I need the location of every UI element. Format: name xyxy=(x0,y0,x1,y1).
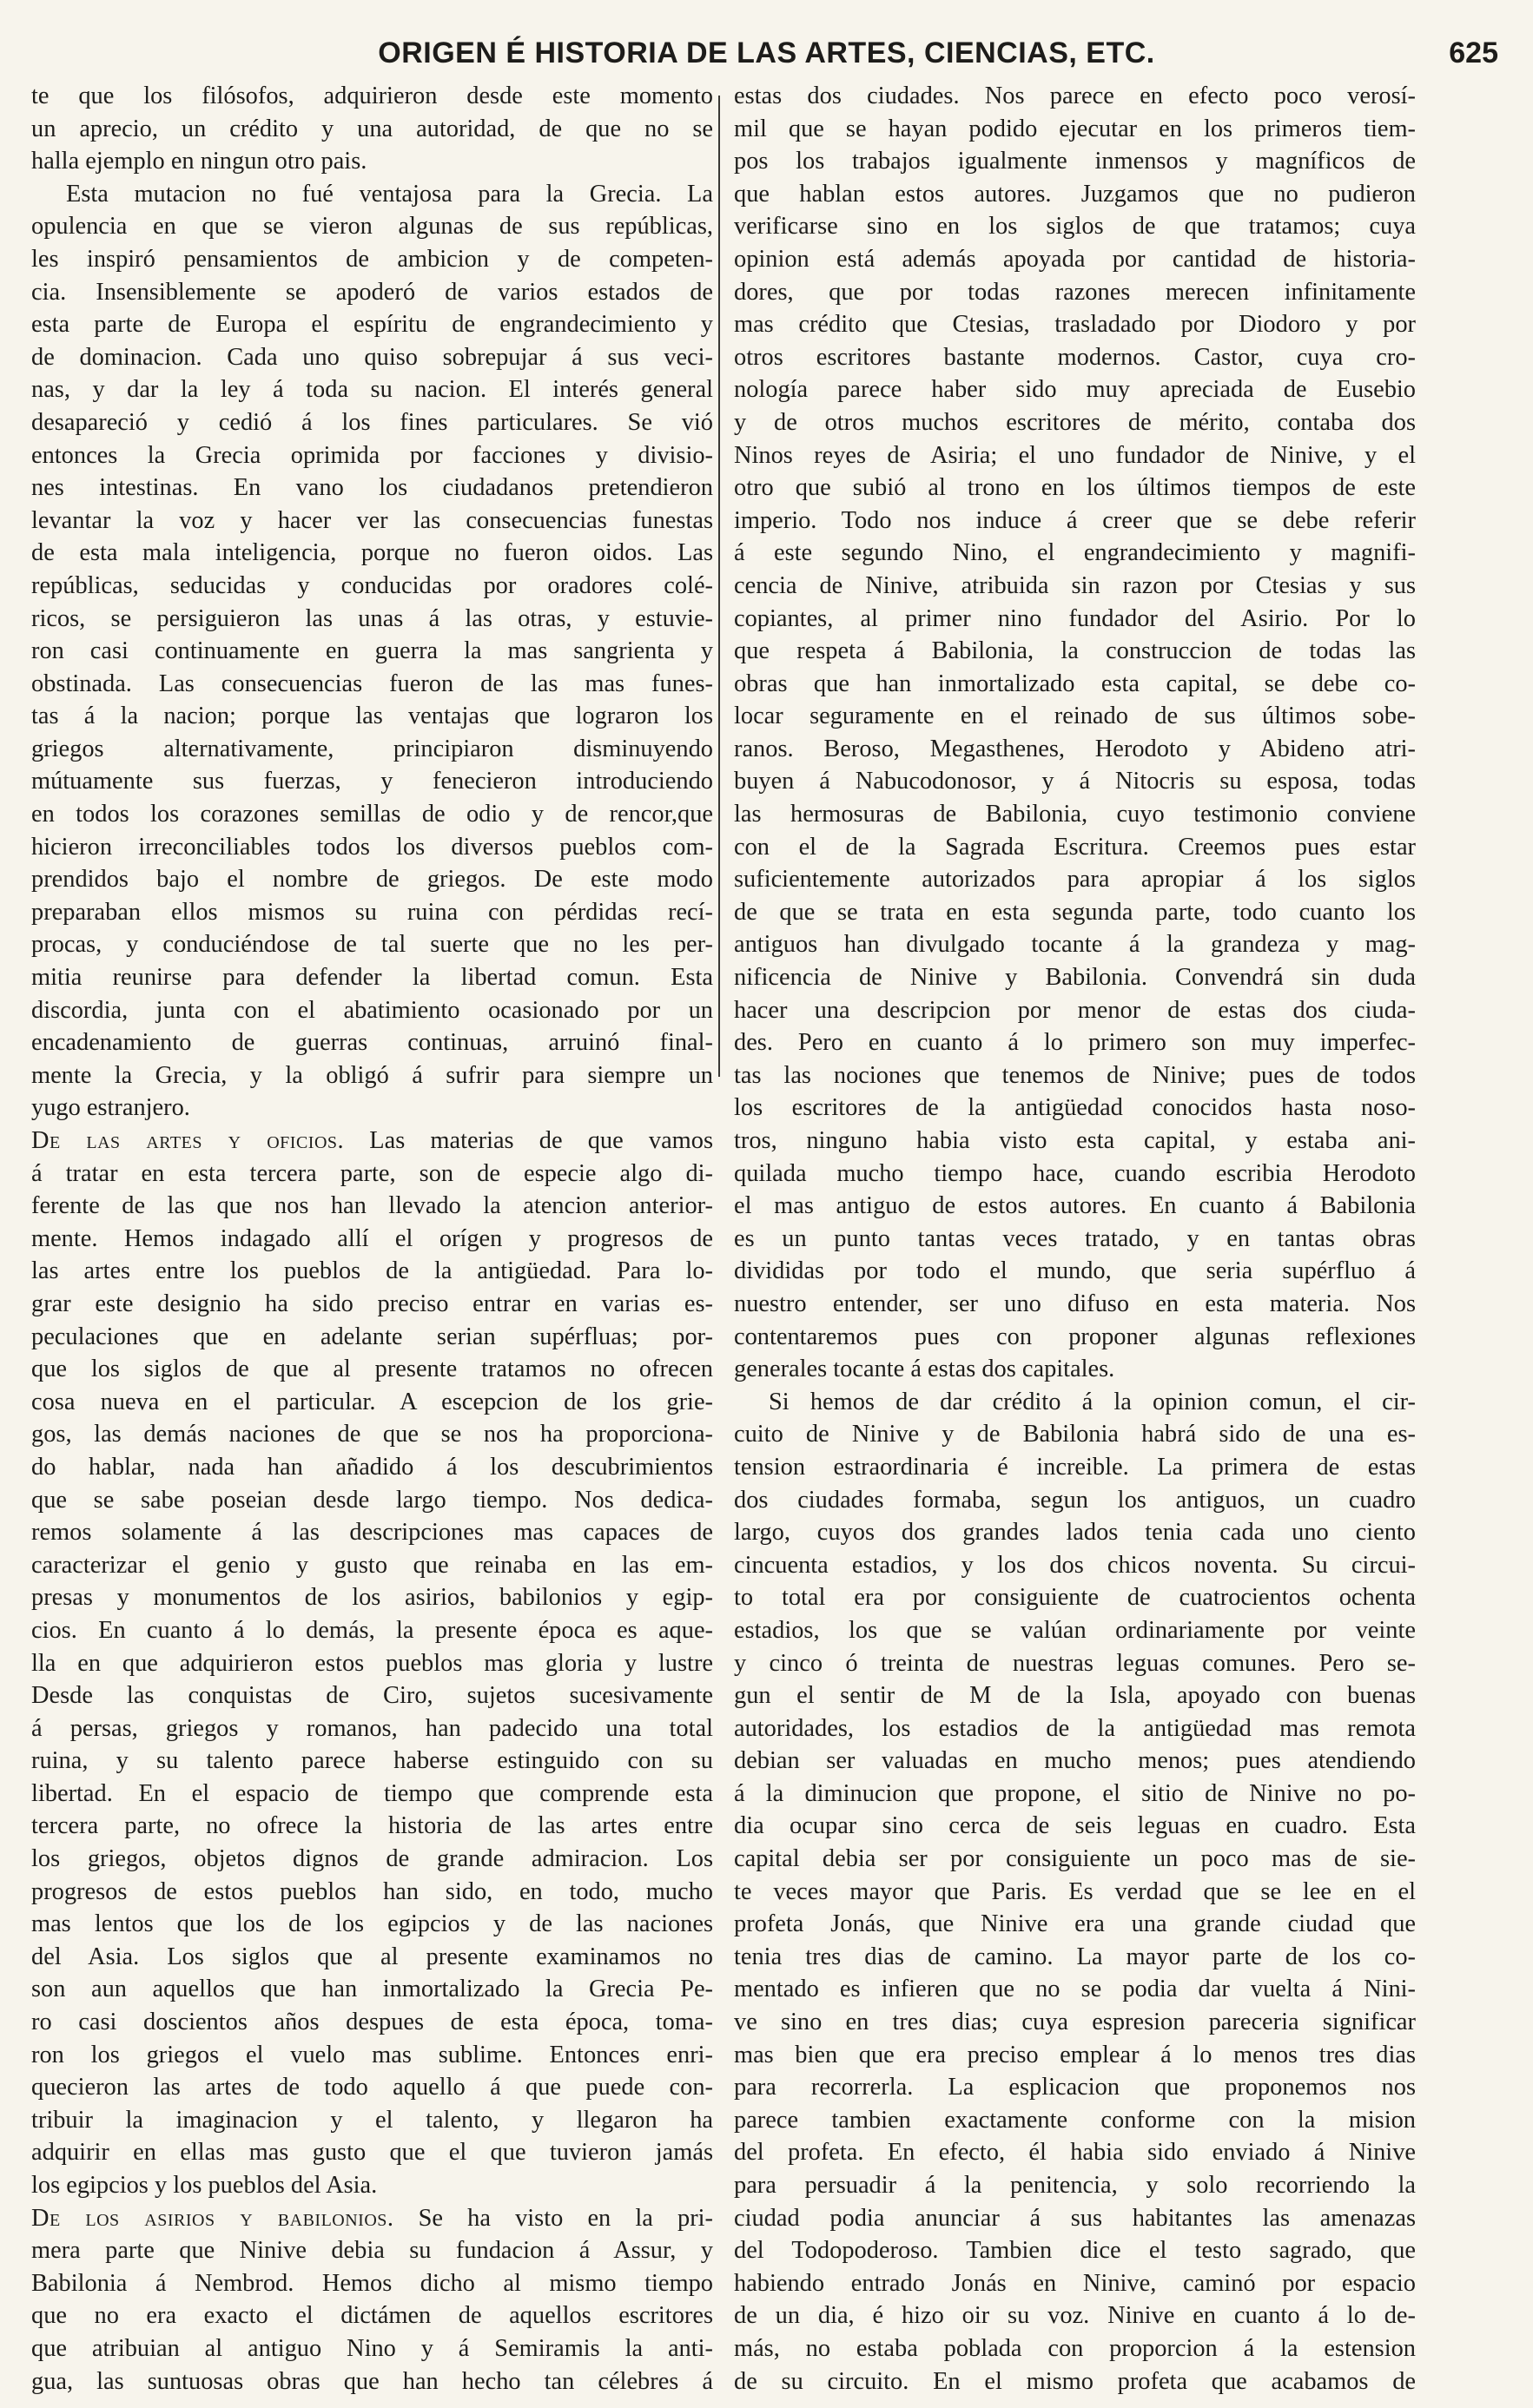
text-line: Babilonia á Nembrod. Hemos dicho al mismo tiempo xyxy=(31,2269,713,2297)
text-line: y de otros muchos escritores de mérito, contaba dos xyxy=(734,408,1416,436)
text-line: tension estraordinaria é increible. La primera de estas xyxy=(734,1453,1416,1481)
text-line: obras que han inmortalizado esta capital, se debe co- xyxy=(734,670,1416,697)
text-line: mil que se hayan podido ejecutar en los primeros tiem- xyxy=(734,115,1416,142)
text-line: cencia de Ninive, atribuida sin razon por Ctesias y sus xyxy=(734,571,1416,599)
text-line: de que se trata en esta segunda parte, todo cuanto los xyxy=(734,898,1416,926)
text-line: desapareció y cedió á los fines particulares. Se vió xyxy=(31,408,713,436)
text-line: mente la Grecia, y la obligó á sufrir para siempre un xyxy=(31,1061,713,1089)
text-line: los egipcios y los pueblos del Asia. xyxy=(31,2172,378,2199)
text-line: cios. En cuanto á lo demás, la presente época es aque- xyxy=(31,1616,713,1644)
text-line: halla ejemplo en ningun otro pais. xyxy=(31,148,367,175)
text-line: Esta mutacion no fué ventajosa para la Grecia. La xyxy=(66,180,713,208)
text-line: tas las nociones que tenemos de Ninive; pues de todos xyxy=(734,1061,1416,1089)
text-line: cosa nueva en el particular. A escepcion de los grie- xyxy=(31,1388,713,1415)
running-head xyxy=(35,36,1498,83)
text-line: quecieron las artes de todo aquello á que puede con- xyxy=(31,2074,713,2101)
text-line: pos los trabajos igualmente inmensos y magníficos de xyxy=(734,148,1416,175)
text-line: locar seguramente en el reinado de sus últimos sobe- xyxy=(734,703,1416,730)
right-column xyxy=(734,80,1416,2398)
text-line: entonces la Grecia oprimida por facciones y divisio- xyxy=(31,441,713,469)
text-line: contentaremos pues con proponer algunas reflexiones xyxy=(734,1323,1416,1350)
text-line: que los siglos de que al presente tratamos no ofrecen xyxy=(31,1356,713,1383)
text-line: griegos alternativamente, principiaron disminuyendo xyxy=(31,735,713,762)
text-line: mente. Hemos indagado allí el orígen y progresos de xyxy=(31,1224,713,1252)
text-line: de dominacion. Cada uno quiso sobrepujar á sus veci- xyxy=(31,343,713,371)
text-line: de un dia, é hizo oir su voz. Ninive en cuanto á lo de- xyxy=(734,2302,1416,2330)
text-line: verificarse sino en los siglos de que tratamos; cuya xyxy=(734,213,1416,241)
text-line: habiendo entrado Jonás en Ninive, caminó por espacio xyxy=(734,2269,1416,2297)
text-line: to total era por consiguiente de cuatrocientos ochenta xyxy=(734,1584,1416,1612)
text-line: que atribuian al antiguo Nino y á Semiramis la anti- xyxy=(31,2334,713,2362)
text-line: del Asia. Los siglos que al presente examinamos no xyxy=(31,1943,713,1970)
text-line: opulencia en que se vieron algunas de sus repúblicas, xyxy=(31,213,713,241)
text-line: esta parte de Europa el espíritu de engrandecimiento y xyxy=(31,311,713,339)
text-line: del profeta. En efecto, él habia sido enviado á Ninive xyxy=(734,2139,1416,2167)
text-line: mera parte que Ninive debia su fundacion á Assur, y xyxy=(31,2237,713,2265)
text-line: do hablar, nada han añadido á los descubrimientos xyxy=(31,1453,713,1481)
text-line: progresos de estos pueblos han sido, en todo, mucho xyxy=(31,1877,713,1905)
text-line: procas, y conduciéndose de tal suerte que no les per- xyxy=(31,931,713,959)
text-line: más, no estaba poblada con proporcion á la estension xyxy=(734,2334,1416,2362)
text-line: ve sino en tres dias; cuya espresion pareceria significar xyxy=(734,2009,1416,2036)
text-line: en todos los corazones semillas de odio y de rencor,que xyxy=(31,801,713,828)
text-line: cuito de Ninive y de Babilonia habrá sido de una es- xyxy=(734,1421,1416,1448)
text-line: nificencia de Ninive y Babilonia. Convendrá sin duda xyxy=(734,964,1416,992)
text-line: mútuamente sus fuerzas, y fenecieron introduciendo xyxy=(31,768,713,795)
text-line: capital debia ser por consiguiente un poco mas de sie- xyxy=(734,1845,1416,1873)
section-heading: De los asirios y babilonios. xyxy=(31,2204,394,2232)
text-line: repúblicas, seducidas y conducidas por oradores colé- xyxy=(31,571,713,599)
text-line: ron los griegos el vuelo mas sublime. Entonces enri- xyxy=(31,2041,713,2068)
text-line: tenia tres dias de camino. La mayor parte de los co- xyxy=(734,1943,1416,1970)
text-line: para recorrerla. La esplicacion que proponemos nos xyxy=(734,2074,1416,2101)
text-line: que hablan estos autores. Juzgamos que no pudieron xyxy=(734,180,1416,208)
text-line: caracterizar el genio y gusto que reinaba en las em- xyxy=(31,1551,713,1579)
text-line: mitia reunirse para defender la libertad comun. Esta xyxy=(31,964,713,992)
text-line: dos ciudades formaba, segun los antiguos, un cuadro xyxy=(734,1486,1416,1514)
column-divider xyxy=(718,96,720,1077)
text-line: á la diminucion que propone, el sitio de Ninive no po- xyxy=(734,1779,1416,1807)
page-number: 625 xyxy=(1449,36,1498,69)
text-line: son aun aquellos que han inmortalizado la Grecia Pe- xyxy=(31,1976,713,2003)
line-text: Se ha visto en la pri- xyxy=(393,2204,713,2232)
text-line: suficientemente autorizados para apropiar á los siglos xyxy=(734,866,1416,894)
text-line: para persuadir á la penitencia, y solo recorriendo la xyxy=(734,2172,1416,2199)
text-line: ranos. Beroso, Megasthenes, Herodoto y Abideno atri- xyxy=(734,735,1416,762)
text-line: yugo estranjero. xyxy=(31,1094,190,1122)
text-line: remos solamente á las descripciones mas capaces de xyxy=(31,1519,713,1547)
text-line: nas, y dar la ley á toda su nacion. El interés general xyxy=(31,376,713,404)
text-line: Ninos reyes de Asiria; el uno fundador de Ninive, y el xyxy=(734,441,1416,469)
text-line: tros, ninguno habia visto esta capital, y estaba ani- xyxy=(734,1127,1416,1154)
text-line: á persas, griegos y romanos, han padecido una total xyxy=(31,1714,713,1742)
text-line xyxy=(31,2202,713,2235)
text-line: mas crédito que Ctesias, trasladado por Diodoro y por xyxy=(734,311,1416,339)
text-line: ciudad podia anunciar á sus habitantes las amenazas xyxy=(734,2204,1416,2232)
text-line: profeta Jonás, que Ninive era una grande ciudad que xyxy=(734,1910,1416,1938)
text-line: discordia, junta con el abatimiento ocasionado por un xyxy=(31,996,713,1024)
text-line: libertad. En el espacio de tiempo que comprende esta xyxy=(31,1779,713,1807)
text-line: parece tambien exactamente conforme con la mision xyxy=(734,2106,1416,2134)
text-line: otro que subió al trono en los últimos tiempos de este xyxy=(734,474,1416,502)
text-line: tas á la nacion; porque las ventajas que lograron los xyxy=(31,703,713,730)
text-line: con el de la Sagrada Escritura. Creemos pues estar xyxy=(734,833,1416,861)
text-line: mentado es infieren que no se podia dar vuelta á Nini- xyxy=(734,1976,1416,2003)
text-line: ron casi continuamente en guerra la mas sangrienta y xyxy=(31,637,713,665)
text-line: levantar la voz y hacer ver las consecuencias funestas xyxy=(31,506,713,534)
text-line: que no era exacto el dictámen de aquellos escritores xyxy=(31,2302,713,2330)
text-line: tribuir la imaginacion y el talento, y llegaron ha xyxy=(31,2106,713,2134)
text-line: buyen á Nabucodonosor, y á Nitocris su esposa, todas xyxy=(734,768,1416,795)
text-line: presas y monumentos de los asirios, babilonios y egip- xyxy=(31,1584,713,1612)
section-heading: De las artes y oficios. xyxy=(31,1127,345,1154)
text-line: encadenamiento de guerras continuas, arruinó final- xyxy=(31,1029,713,1057)
text-line: estas dos ciudades. Nos parece en efecto poco verosí- xyxy=(734,82,1416,109)
text-line: autoridades, los estadios de la antigüedad mas remota xyxy=(734,1714,1416,1742)
text-line: les inspiró pensamientos de ambicion y de competen- xyxy=(31,245,713,273)
text-line: prendidos bajo el nombre de griegos. De este modo xyxy=(31,866,713,894)
text-line: nes intestinas. En vano los ciudadanos pretendieron xyxy=(31,474,713,502)
text-line: gun el sentir de M de la Isla, apoyado con buenas xyxy=(734,1682,1416,1710)
text-line: ro casi doscientos años despues de esta época, toma- xyxy=(31,2009,713,2036)
text-line: estadios, los que se valúan ordinariamente por veinte xyxy=(734,1616,1416,1644)
text-line: del Todopoderoso. Tambien dice el testo sagrado, que xyxy=(734,2237,1416,2265)
running-title: ORIGEN É HISTORIA DE LAS ARTES, CIENCIAS, ETC. xyxy=(378,36,1155,69)
text-line: ruina, y su talento parece haberse estinguido con su xyxy=(31,1747,713,1775)
text-line: cincuenta estadios, y los dos chicos noventa. Su circui- xyxy=(734,1551,1416,1579)
text-line: de esta mala inteligencia, porque no fueron oidos. Las xyxy=(31,539,713,567)
text-line xyxy=(31,1125,713,1158)
text-line: cia. Insensiblemente se apoderó de varios estados de xyxy=(31,278,713,306)
text-line: un aprecio, un crédito y una autoridad, de que no se xyxy=(31,115,713,142)
text-line: te veces mayor que Paris. Es verdad que se lee en el xyxy=(734,1877,1416,1905)
text-line: tercera parte, no ofrece la historia de las artes entre xyxy=(31,1812,713,1840)
text-line: generales tocante á estas dos capitales. xyxy=(734,1356,1115,1383)
text-line: adquirir en ellas mas gusto que el que tuvieron jamás xyxy=(31,2139,713,2167)
text-line: nología parece haber sido muy apreciada de Eusebio xyxy=(734,376,1416,404)
text-line: á este segundo Nino, el engrandecimiento y magnifi- xyxy=(734,539,1416,567)
text-line: Desde las conquistas de Ciro, sujetos sucesivamente xyxy=(31,1682,713,1710)
text-line: lla en que adquirieron estos pueblos mas gloria y lustre xyxy=(31,1649,713,1677)
text-line: mas lentos que los de los egipcios y de las naciones xyxy=(31,1910,713,1938)
text-line: que se sabe poseian desde largo tiempo. Nos dedica- xyxy=(31,1486,713,1514)
left-column xyxy=(31,80,713,2398)
text-line: nuestro entender, ser uno difuso en esta materia. Nos xyxy=(734,1290,1416,1317)
text-line: mas bien que era preciso emplear á lo menos tres dias xyxy=(734,2041,1416,2068)
text-line: opinion está además apoyada por cantidad de historia- xyxy=(734,245,1416,273)
text-line: dia ocupar sino cerca de seis leguas en cuadro. Esta xyxy=(734,1812,1416,1840)
text-line: divididas por todo el mundo, que seria supérfluo á xyxy=(734,1257,1416,1285)
text-line: otros escritores bastante modernos. Castor, cuya cro- xyxy=(734,343,1416,371)
text-line: ferente de las que nos han llevado la atencion anterior- xyxy=(31,1192,713,1220)
text-line: des. Pero en cuanto á lo primero son muy imperfec- xyxy=(734,1029,1416,1057)
text-line: á tratar en esta tercera parte, son de especie algo di- xyxy=(31,1159,713,1187)
text-line: las hermosuras de Babilonia, cuyo testimonio conviene xyxy=(734,801,1416,828)
text-line: antiguos han divulgado tocante á la grandeza y mag- xyxy=(734,931,1416,959)
text-line: Si hemos de dar crédito á la opinion comun, el cir- xyxy=(769,1388,1416,1415)
text-line: hicieron irreconciliables todos los diversos pueblos com- xyxy=(31,833,713,861)
text-line: el mas antiguo de estos autores. En cuanto á Babilonia xyxy=(734,1192,1416,1220)
text-line: gua, las suntuosas obras que han hecho tan célebres á xyxy=(31,2367,713,2395)
text-line: te que los filósofos, adquirieron desde este momento xyxy=(31,82,713,109)
text-line: grar este designio ha sido preciso entrar en varias es- xyxy=(31,1290,713,1317)
text-line: preparaban ellos mismos su ruina con pérdidas recí- xyxy=(31,898,713,926)
text-line: las artes entre los pueblos de la antigüedad. Para lo- xyxy=(31,1257,713,1285)
text-line: gos, las demás naciones de que se nos ha proporciona- xyxy=(31,1421,713,1448)
text-line: los griegos, objetos dignos de grande admiracion. Los xyxy=(31,1845,713,1873)
text-line: ricos, se persiguieron las unas á las otras, y estuvie- xyxy=(31,604,713,632)
text-line: quilada mucho tiempo hace, cuando escribia Herodoto xyxy=(734,1159,1416,1187)
text-line: copiantes, al primer nino fundador del Asirio. Por lo xyxy=(734,604,1416,632)
text-line: dores, que por todas razones merecen infinitamente xyxy=(734,278,1416,306)
text-line: obstinada. Las consecuencias fueron de las mas funes- xyxy=(31,670,713,697)
line-text: Las materias de que vamos xyxy=(344,1127,713,1154)
text-line: largo, cuyos dos grandes lados tenia cada uno ciento xyxy=(734,1519,1416,1547)
text-line: los escritores de la antigüedad conocidos hasta noso- xyxy=(734,1094,1416,1122)
text-line: de su circuito. En el mismo profeta que acabamos de xyxy=(734,2367,1416,2395)
text-line: debian ser valuadas en mucho menos; pues atendiendo xyxy=(734,1747,1416,1775)
text-line: que respeta á Babilonia, la construccion de todas las xyxy=(734,637,1416,665)
text-line: imperio. Todo nos induce á creer que se debe referir xyxy=(734,506,1416,534)
text-line: y cinco ó treinta de nuestras leguas comunes. Pero se- xyxy=(734,1649,1416,1677)
text-line: peculaciones que en adelante serian supérfluas; por- xyxy=(31,1323,713,1350)
text-line: hacer una descripcion por menor de estas dos ciuda- xyxy=(734,996,1416,1024)
text-line: es un punto tantas veces tratado, y en tantas obras xyxy=(734,1224,1416,1252)
